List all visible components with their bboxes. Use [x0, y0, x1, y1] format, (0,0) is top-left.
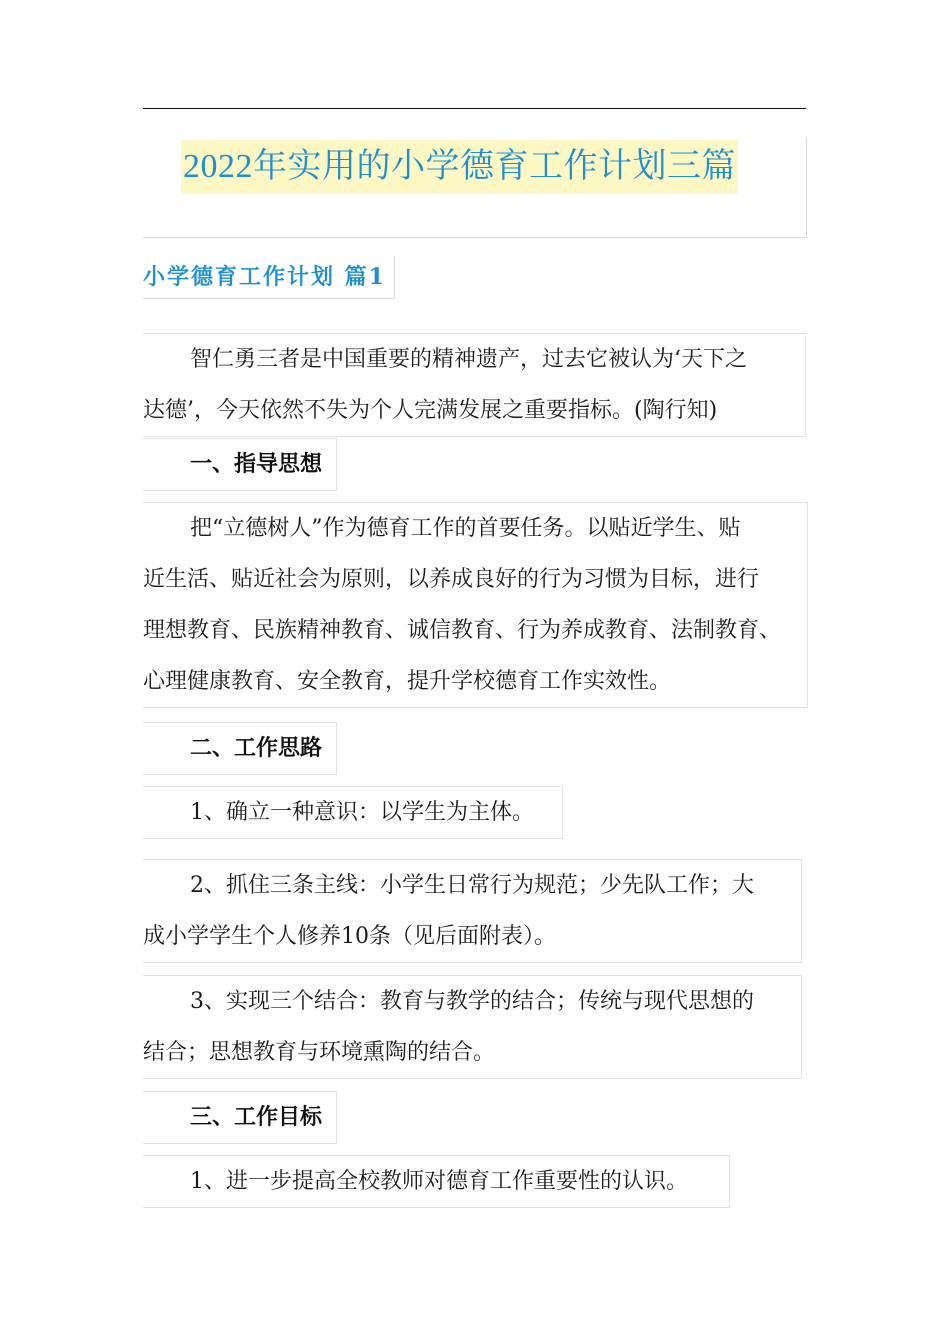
guiding-line: 把“立德树人”作为德育工作的首要任务。以贴近学生、贴 — [190, 516, 741, 541]
guiding-line: 理想教育、民族精神教育、诚信教育、行为养成教育、法制教育、 — [143, 618, 782, 643]
idea-line: 成小学学生个人修养10条（见后面附表）。 — [143, 924, 556, 949]
quote-line: 达德’，今天依然不失为个人完满发展之重要指标。(陶行知) — [143, 398, 718, 423]
quote-line: 智仁勇三者是中国重要的精神遗产，过去它被认为‘天下之 — [190, 347, 747, 372]
idea-line: 2、抓住三条主线：小学生日常行为规范；少先队工作；大 — [190, 873, 754, 898]
guiding-line: 近生活、贴近社会为原则，以养成良好的行为习惯为目标，进行 — [143, 567, 760, 592]
header-rule — [143, 108, 806, 109]
idea-2 — [143, 859, 802, 963]
heading-goals — [143, 1091, 337, 1144]
section-title: 小学德育工作计划 篇1 — [143, 256, 395, 299]
heading-guiding — [143, 438, 337, 491]
idea-1 — [143, 786, 563, 839]
heading-text: 一、指导思想 — [190, 451, 323, 477]
quote-paragraph — [143, 333, 806, 437]
heading-text: 三、工作目标 — [190, 1104, 323, 1130]
idea-line: 结合；思想教育与环境熏陶的结合。 — [143, 1040, 496, 1065]
heading-text: 二、工作思路 — [190, 735, 323, 761]
idea-3 — [143, 975, 802, 1079]
goal-line: 1、进一步提高全校教师对德育工作重要性的认识。 — [190, 1169, 688, 1194]
goal-1 — [143, 1155, 730, 1208]
heading-ideas — [143, 722, 337, 775]
guiding-line: 心理健康教育、安全教育，提升学校德育工作实效性。 — [143, 669, 672, 694]
guiding-paragraph — [143, 502, 808, 708]
document-title: 2022年实用的小学德育工作计划三篇 — [181, 140, 738, 194]
idea-line: 3、实现三个结合：教育与教学的结合；传统与现代思想的 — [190, 989, 754, 1014]
idea-line: 1、确立一种意识：以学生为主体。 — [190, 800, 534, 825]
